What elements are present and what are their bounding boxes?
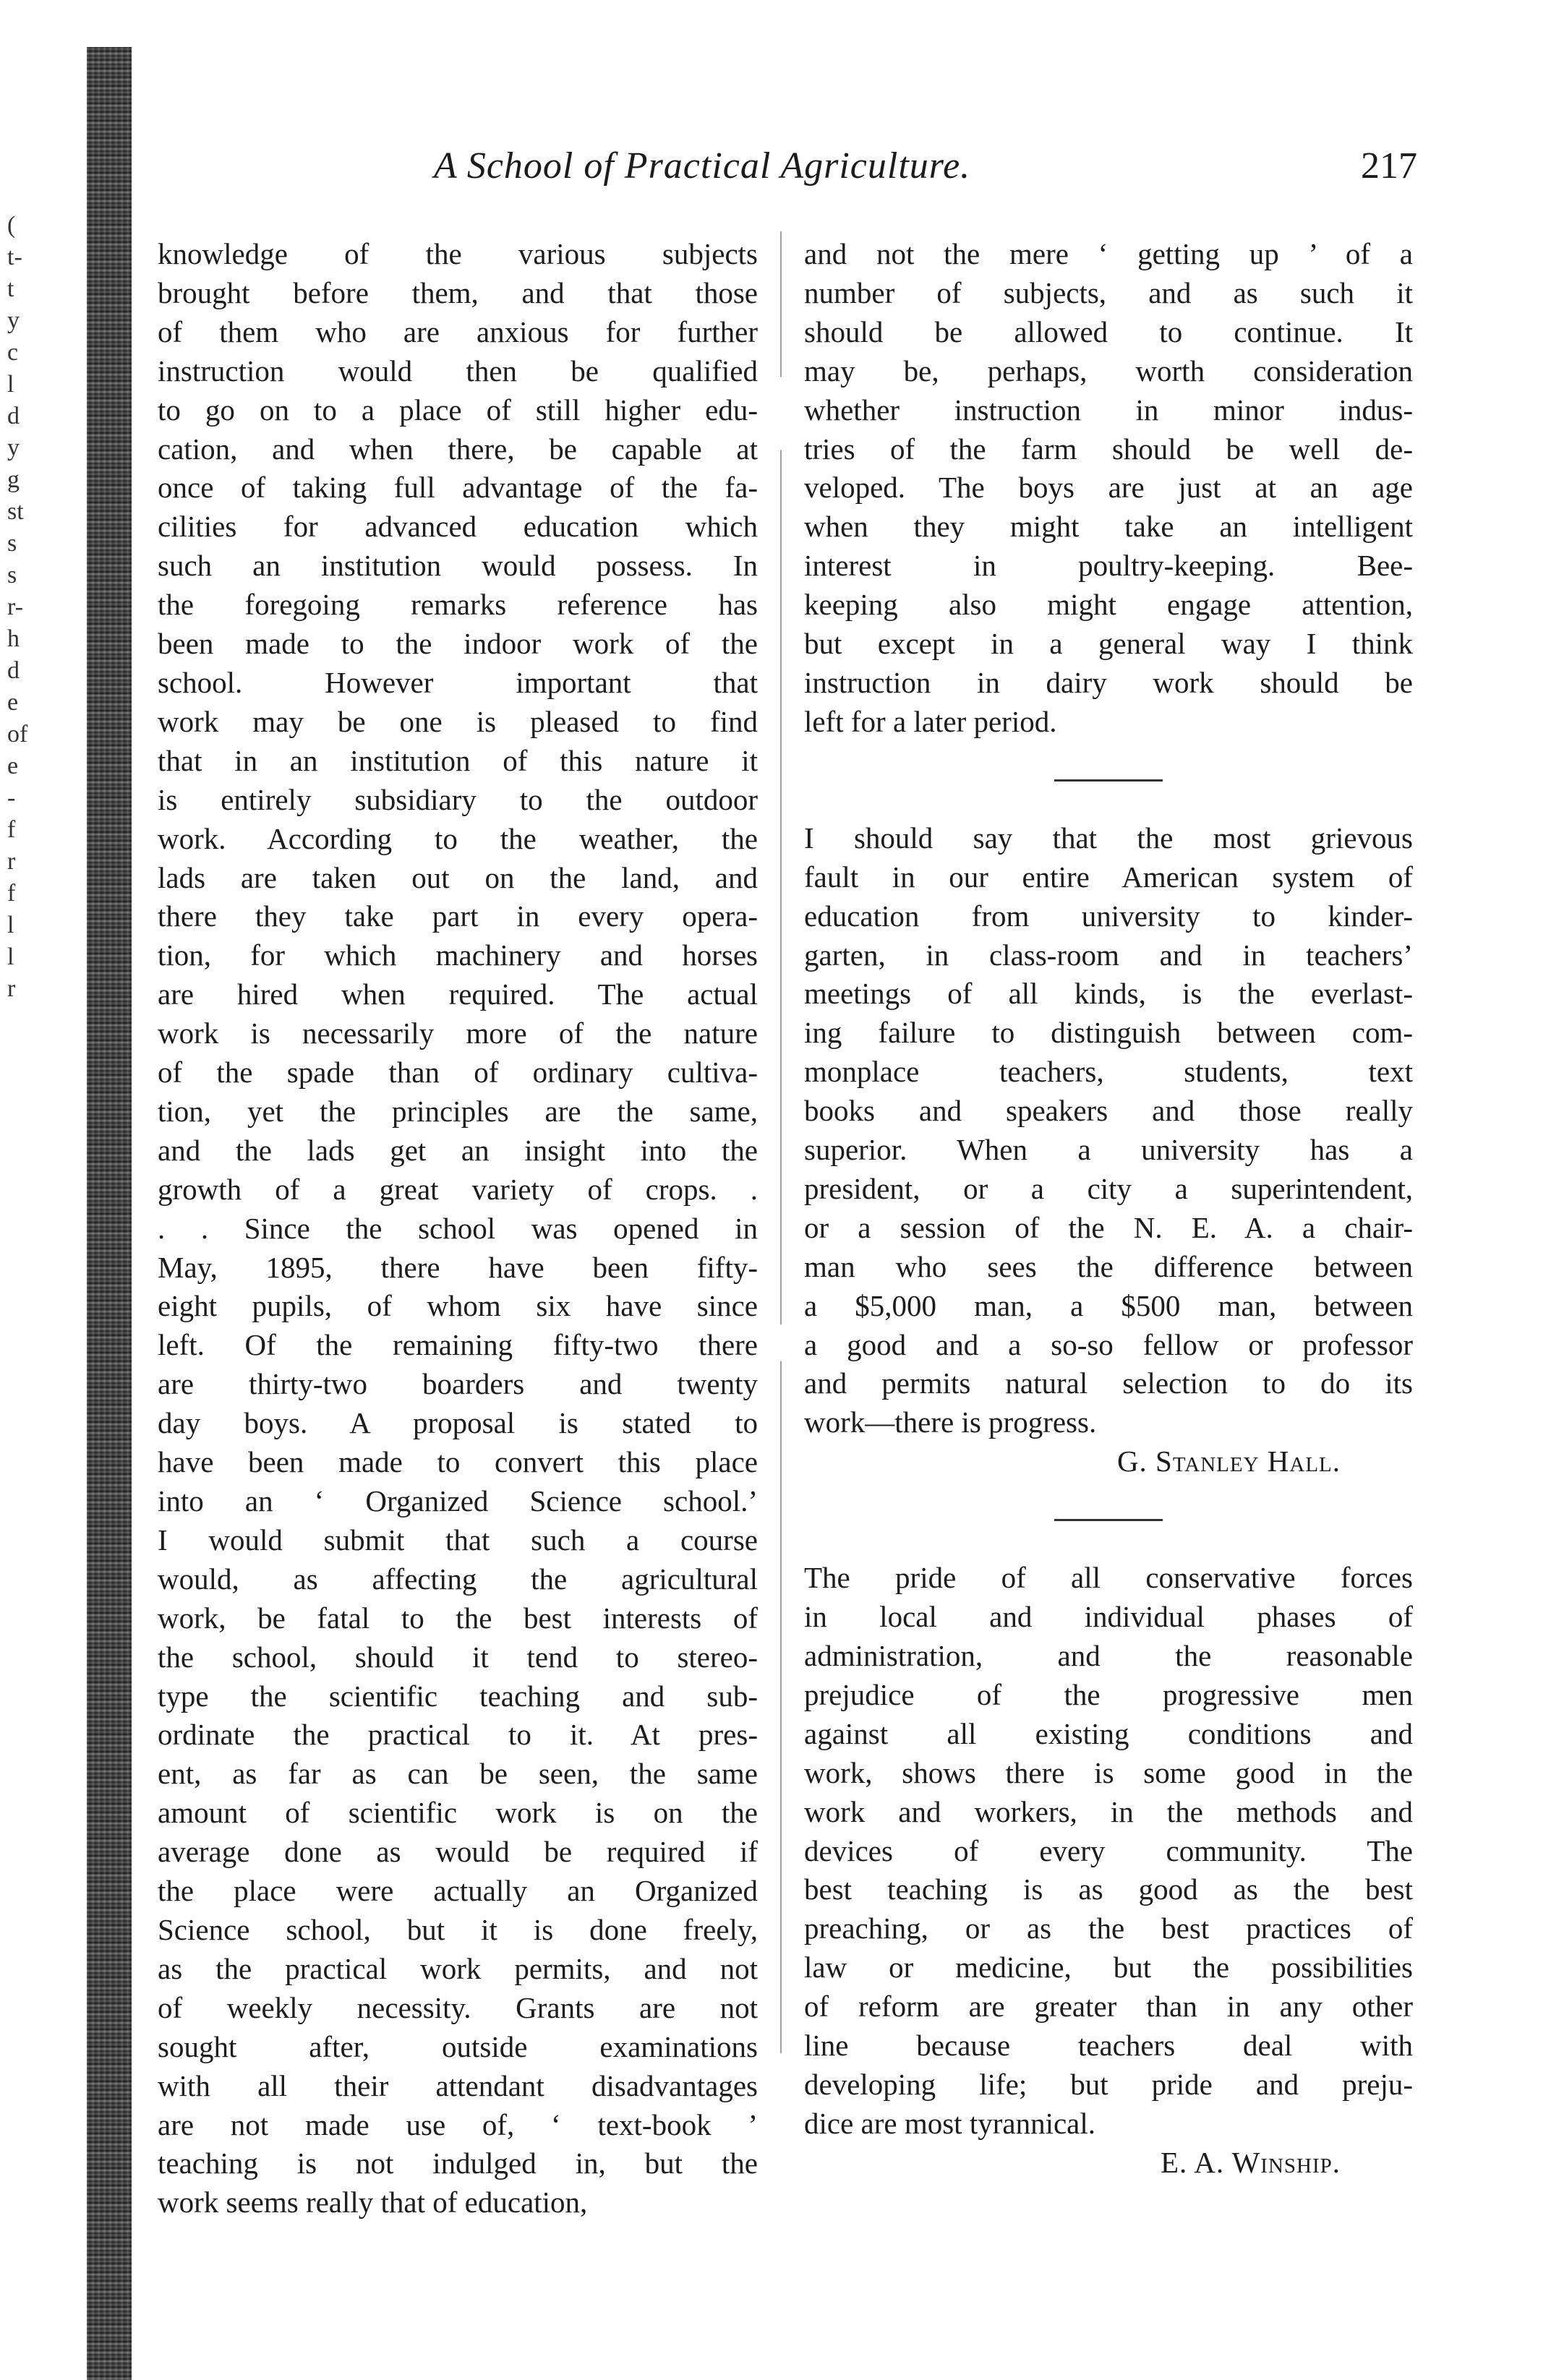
margin-fragment: e: [7, 689, 19, 716]
text-line: work—there is progress.: [804, 1405, 1097, 1439]
text-line: as the practical work permits, and not: [158, 1951, 758, 1985]
text-line: the foregoing remarks reference has: [158, 588, 758, 622]
margin-fragment: c: [7, 339, 19, 366]
text-line: are thirty-two boarders and twenty: [158, 1367, 758, 1401]
text-line: once of taking full advantage of the fa-: [158, 471, 758, 505]
text-line: school. However important that: [158, 665, 758, 699]
text-line: teaching is not indulged in, but the: [158, 2146, 758, 2180]
text-line: work seems really that of education,: [158, 2186, 588, 2220]
text-line: Science school, but it is done freely,: [158, 1912, 758, 1946]
page-header: [434, 145, 1417, 195]
text-line: The pride of all conservative forces: [804, 1561, 1413, 1595]
text-line: but except in a general way I think: [804, 627, 1413, 661]
section-continuation: [804, 235, 1413, 742]
text-line: developing life; but pride and preju-: [804, 2067, 1413, 2101]
text-line: are hired when required. The actual: [158, 977, 758, 1011]
text-line: tries of the farm should be well de-: [804, 432, 1413, 466]
text-line: have been made to convert this place: [158, 1445, 758, 1479]
margin-fragment: l: [7, 943, 14, 970]
text-line: cilities for advanced education which: [158, 510, 758, 544]
running-title: A School of Practical Agriculture.: [434, 145, 971, 187]
text-line: work. According to the weather, the: [158, 821, 758, 855]
text-line: average done as would be required if: [158, 1835, 758, 1869]
text-line: of them who are anxious for further: [158, 314, 758, 348]
text-line: work and workers, in the methods and: [804, 1794, 1413, 1828]
text-line: whether instruction in minor indus-: [804, 393, 1413, 427]
text-line: growth of a great variety of crops. .: [158, 1172, 758, 1206]
text-line: ent, as far as can be seen, the same: [158, 1757, 758, 1791]
text-line: books and speakers and those really: [804, 1094, 1413, 1128]
section-hall-quote: [804, 819, 1413, 1443]
text-line: tion, yet the principles are the same,: [158, 1094, 758, 1128]
text-line: line because teachers deal with: [804, 2029, 1413, 2063]
margin-fragment: y: [7, 435, 20, 461]
text-line: there they take part in every opera-: [158, 899, 758, 933]
text-line: day boys. A proposal is stated to: [158, 1406, 758, 1440]
margin-fragment: of: [7, 721, 28, 748]
text-line: education from university to kinder-: [804, 899, 1413, 933]
text-line: dice are most tyrannical.: [804, 2106, 1095, 2140]
text-line: veloped. The boys are just at an age: [804, 471, 1413, 505]
text-line: preaching, or as the best practices of: [804, 1912, 1413, 1945]
text-line: meetings of all kinds, is the everlast-: [804, 977, 1413, 1011]
text-line: would, as affecting the agricultural: [158, 1562, 758, 1596]
text-line: of reform are greater than in any other: [804, 1990, 1413, 2024]
text-line: best teaching is as good as the best: [804, 1872, 1413, 1906]
text-line: against all existing conditions and: [804, 1716, 1413, 1750]
text-line: the place were actually an Organized: [158, 1874, 758, 1908]
right-column: [804, 235, 1413, 2183]
text-line: amount of scientific work is on the: [158, 1796, 758, 1830]
text-line: and the lads get an insight into the: [158, 1133, 758, 1167]
text-line: number of subjects, and as such it: [804, 275, 1413, 309]
text-line: in local and individual phases of: [804, 1600, 1413, 1634]
book-spine-shadow: [87, 47, 132, 2380]
text-line: work may be one is pleased to find: [158, 704, 758, 738]
text-line: fault in our entire American system of: [804, 860, 1413, 894]
text-line: interest in poultry-keeping. Bee-: [804, 549, 1413, 583]
margin-fragment: r: [7, 975, 16, 1002]
margin-fragment: d: [7, 657, 20, 684]
margin-fragment: (: [7, 212, 16, 239]
signature-winship: E. A. Winship.: [1160, 2145, 1341, 2179]
section-divider: [1054, 1519, 1163, 1521]
text-line: such an institution would possess. In: [158, 549, 758, 583]
text-line: brought before them, and that those: [158, 275, 758, 309]
text-line: of the spade than of ordinary cultiva-: [158, 1056, 758, 1090]
text-line: law or medicine, but the possibilities: [804, 1951, 1413, 1985]
margin-fragment: r: [7, 848, 16, 875]
text-line: superior. When a university has a: [804, 1133, 1413, 1167]
text-line: with all their attendant disadvantages: [158, 2068, 758, 2102]
margin-fragment: d: [7, 403, 20, 429]
margin-fragment: y: [7, 307, 20, 334]
text-line: I would submit that such a course: [158, 1523, 758, 1557]
text-line: is entirely subsidiary to the outdoor: [158, 782, 758, 816]
adjacent-page-margin-fragments: [0, 210, 80, 1005]
text-line: work, be fatal to the best interests of: [158, 1601, 758, 1635]
text-line: ing failure to distinguish between com-: [804, 1016, 1413, 1050]
margin-fragment: g: [7, 466, 20, 493]
text-line: keeping also might engage attention,: [804, 588, 1413, 622]
margin-fragment: e: [7, 753, 19, 779]
text-line: and permits natural selection to do its: [804, 1366, 1413, 1400]
column-rule: [780, 231, 782, 2053]
text-line: that in an institution of this nature it: [158, 743, 758, 777]
margin-fragment: -: [7, 784, 16, 811]
text-line: of weekly necessity. Grants are not: [158, 1990, 758, 2024]
margin-fragment: f: [7, 816, 16, 843]
section-divider: [1054, 779, 1163, 782]
margin-fragment: s: [7, 530, 17, 557]
text-line: a $5,000 man, a $500 man, between: [804, 1288, 1413, 1322]
text-line: . . Since the school was opened in: [158, 1211, 758, 1245]
margin-fragment: f: [7, 880, 16, 907]
text-line: to go on to a place of still higher edu-: [158, 393, 758, 427]
text-line: or a session of the N. E. A. a chair-: [804, 1210, 1413, 1244]
text-line: the school, should it tend to stereo-: [158, 1640, 758, 1674]
margin-fragment: st: [7, 498, 24, 525]
margin-fragment: l: [7, 371, 14, 398]
text-line: left for a later period.: [804, 704, 1057, 738]
text-line: type the scientific teaching and sub-: [158, 1679, 758, 1713]
text-line: a good and a so-so fellow or professor: [804, 1327, 1413, 1361]
text-line: man who sees the difference between: [804, 1249, 1413, 1283]
text-line: administration, and the reasonable: [804, 1639, 1413, 1672]
text-line: tion, for which machinery and horses: [158, 938, 758, 972]
text-line: instruction would then be qualified: [158, 354, 758, 388]
margin-fragment: t-: [7, 244, 22, 270]
text-line: knowledge of the various subjects: [158, 237, 758, 270]
text-line: lads are taken out on the land, and: [158, 860, 758, 894]
text-line: eight pupils, of whom six have since: [158, 1289, 758, 1323]
text-line: been made to the indoor work of the: [158, 627, 758, 661]
text-line: work is necessarily more of the nature: [158, 1016, 758, 1050]
section-winship-quote: [804, 1559, 1413, 2144]
margin-fragment: l: [7, 912, 14, 938]
text-line: may be, perhaps, worth consideration: [804, 354, 1413, 388]
text-line: ordinate the practical to it. At pres-: [158, 1718, 758, 1752]
text-line: left. Of the remaining fifty-two there: [158, 1328, 758, 1362]
text-line: garten, in class-room and in teachers’: [804, 938, 1413, 972]
text-line: should be allowed to continue. It: [804, 314, 1413, 348]
text-line: sought after, outside examinations: [158, 2029, 758, 2063]
text-line: instruction in dairy work should be: [804, 665, 1413, 699]
text-line: are not made use of, ‘ text-book ’: [158, 2107, 758, 2141]
margin-fragment: r-: [7, 594, 23, 620]
margin-fragment: s: [7, 562, 17, 588]
margin-fragment: h: [7, 625, 20, 652]
text-line: when they might take an intelligent: [804, 510, 1413, 544]
text-line: work, shows there is some good in the: [804, 1755, 1413, 1789]
text-line: devices of every community. The: [804, 1833, 1413, 1867]
text-line: cation, and when there, be capable at: [158, 432, 758, 466]
signature-hall: G. Stanley Hall.: [1116, 1444, 1341, 1478]
left-column: [158, 235, 758, 2222]
text-line: May, 1895, there have been fifty-: [158, 1250, 758, 1284]
text-line: prejudice of the progressive men: [804, 1677, 1413, 1711]
text-line: and not the mere ‘ getting up ’ of a: [804, 237, 1413, 270]
page-number: 217: [1361, 145, 1417, 187]
text-line: monplace teachers, students, text: [804, 1055, 1413, 1089]
margin-fragment: t: [7, 275, 14, 302]
text-line: into an ‘ Organized Science school.’: [158, 1484, 758, 1518]
text-line: I should say that the most grievous: [804, 821, 1413, 855]
text-line: president, or a city a superintendent,: [804, 1171, 1413, 1205]
